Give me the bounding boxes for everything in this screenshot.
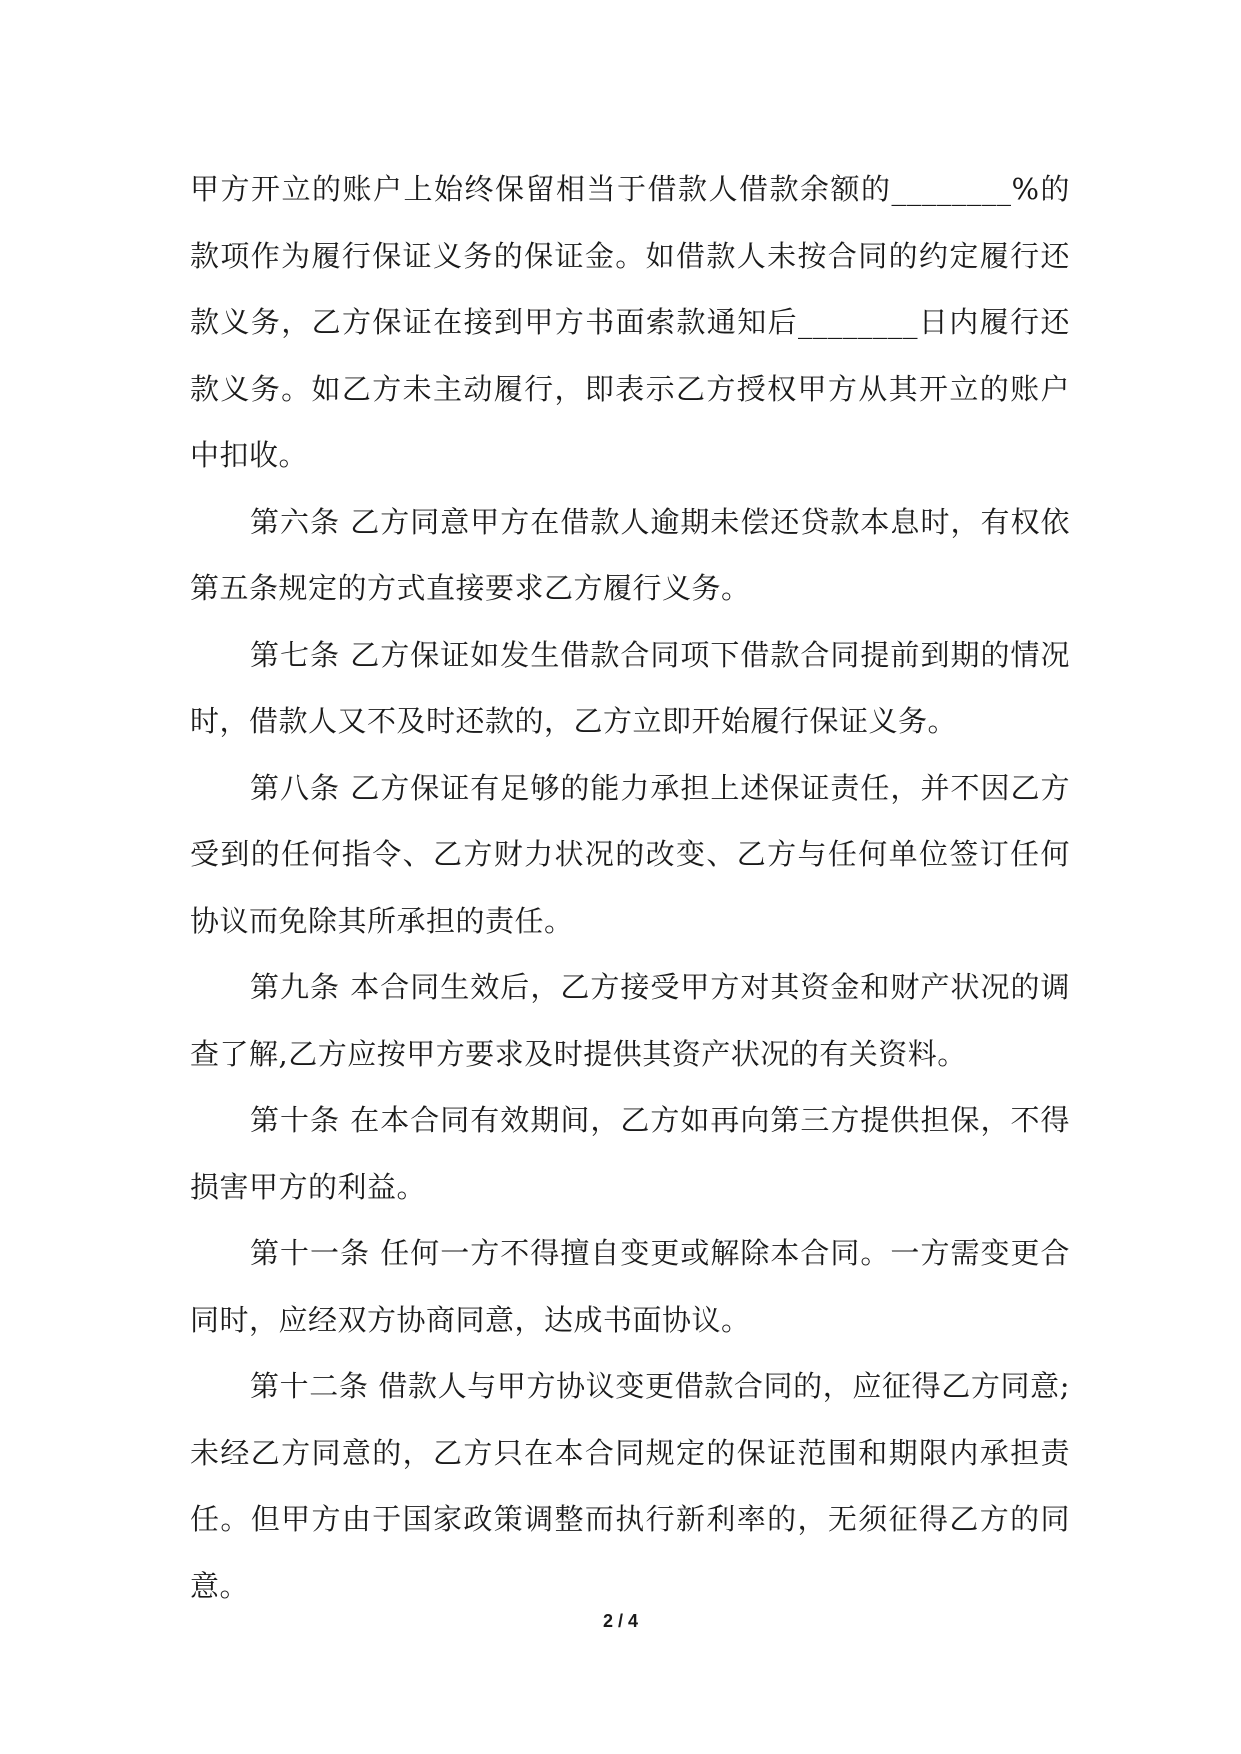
paragraph-continued: 甲方开立的账户上始终保留相当于借款人借款余额的________%的款项作为履行保证义务的保证金。如借款人未按合同的约定履行还款义务，乙方保证在接到甲方书面索款通知后________日内履行还款义务。如乙方未主动履行，即表示乙方授权甲方从其开立的账户中扣收。	[190, 172, 1070, 472]
article-7: 第七条 乙方保证如发生借款合同项下借款合同提前到期的情况时，借款人又不及时还款的，乙方立即开始履行保证义务。	[190, 637, 1070, 738]
page-number: 2 / 4	[602, 1611, 639, 1631]
article-12: 第十二条 借款人与甲方协议变更借款合同的，应征得乙方同意;未经乙方同意的，乙方只在本合同规定的保证范围和期限内承担责任。但甲方由于国家政策调整而执行新利率的，无须征得乙方的同意。	[190, 1369, 1070, 1603]
article-9: 第九条 本合同生效后，乙方接受甲方对其资金和财产状况的调查了解,乙方应按甲方要求及时提供其资产状况的有关资料。	[190, 970, 1070, 1071]
article-6: 第六条 乙方同意甲方在借款人逾期未偿还贷款本息时，有权依第五条规定的方式直接要求乙方履行义务。	[190, 504, 1070, 605]
article-10: 第十条 在本合同有效期间，乙方如再向第三方提供担保，不得损害甲方的利益。	[190, 1103, 1070, 1204]
article-8: 第八条 乙方保证有足够的能力承担上述保证责任，并不因乙方受到的任何指令、乙方财力状况的改变、乙方与任何单位签订任何协议而免除其所承担的责任。	[190, 770, 1070, 938]
article-11: 第十一条 任何一方不得擅自变更或解除本合同。一方需变更合同时，应经双方协商同意，达成书面协议。	[190, 1236, 1070, 1337]
document-body	[190, 156, 1070, 1619]
